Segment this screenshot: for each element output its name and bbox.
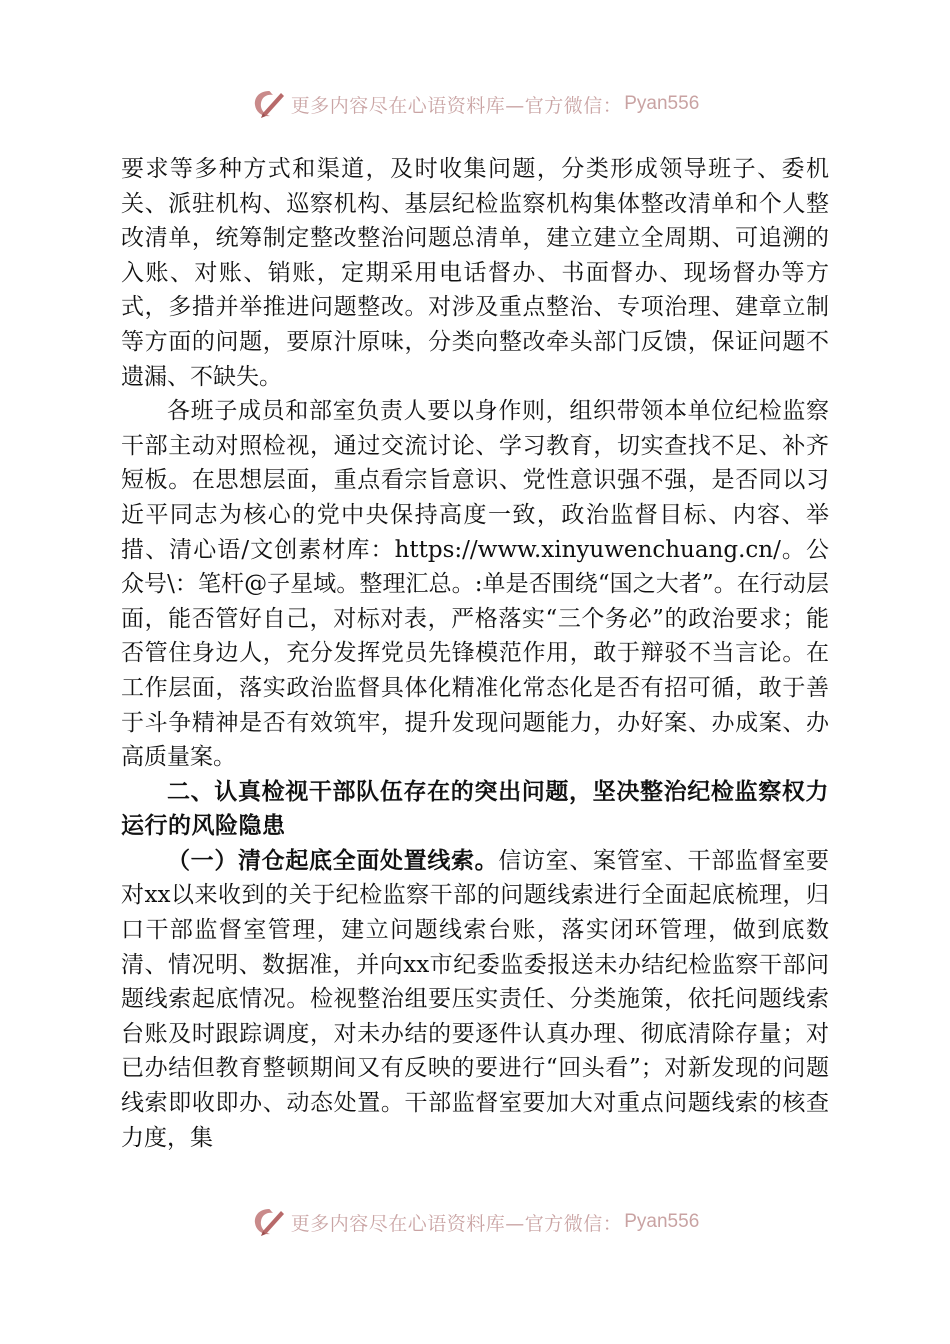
paragraph-2: 各班子成员和部室负责人要以身作则，组织带领本单位纪检监察干部主动对照检视，通过交流讨论、学习教育，切实查找不足、补齐短板。在思想层面，重点看宗旨意识、党性意识强不强，是否同以习近平同志为核心的党中央保持高度一致，政治监督目标、内容、举措、清心语/文创素材库：https://www.xinyuwenchuang.cn/。公众号\：笔杆@子星域。整理汇总。:单是否围绕“国之大者”。在行动层面，能否管好自己，对标对表，严格落实“三个务必”的政治要求；能否管住身边人，充分发挥党员先锋模范作用，敢于辩驳不当言论。在工作层面，落实政治监督具体化精准化常态化是否有招可循，敢于善于斗争精神是否有效筑牢，提升发现问题能力，办好案、办成案、办高质量案。	[121, 398, 829, 771]
pen-logo-icon	[251, 87, 287, 121]
pen-logo-icon	[251, 1205, 287, 1239]
section-heading-2: 二、认真检视干部队伍存在的突出问题，坚决整治纪检监察权力运行的风险隐患	[121, 778, 829, 840]
header-watermark-handle: Pyan556	[624, 93, 700, 114]
paragraph-3-body: 信访室、案管室、干部监督室要对xx以来收到的关于纪检监察干部的问题线索进行全面起底梳理，归口干部监督室管理，建立问题线索台账，落实闭环管理，做到底数清、情况明、数据准，并向xx市纪委监委报送未办结纪检监察干部问题线索起底情况。检视整治组要压实责任、分类施策，依托问题线索台账及时跟踪调度，对未办结的要逐件认真办理、彻底清除存量；对已办结但教育整顿期间又有反映的要进行“回头看”；对新发现的问题线索即收即办、动态处置。干部监督室要加大对重点问题线索的核查力度，集	[121, 847, 830, 1151]
header-watermark	[0, 84, 950, 124]
document-body	[121, 152, 829, 1155]
footer-watermark-handle: Pyan556	[624, 1211, 700, 1232]
paragraph-3	[121, 844, 829, 1155]
footer-watermark	[0, 1202, 950, 1242]
header-watermark-text: 更多内容尽在心语资料库—官方微信：	[290, 94, 623, 117]
paragraph-1: 要求等多种方式和渠道，及时收集问题，分类形成领导班子、委机关、派驻机构、巡察机构、基层纪检监察机构集体整改清单和个人整改清单，统筹制定整改整治问题总清单，建立建立全周期、可追溯的入账、对账、销账，定期采用电话督办、书面督办、现场督办等方式，多措并举推进问题整改。对涉及重点整治、专项治理、建章立制等方面的问题，要原汁原味，分类向整改牵头部门反馈，保证问题不遗漏、不缺失。	[121, 156, 829, 390]
footer-watermark-text: 更多内容尽在心语资料库—官方微信：	[290, 1212, 623, 1235]
subsection-heading-1: （一）清仓起底全面处置线索。	[167, 847, 499, 874]
